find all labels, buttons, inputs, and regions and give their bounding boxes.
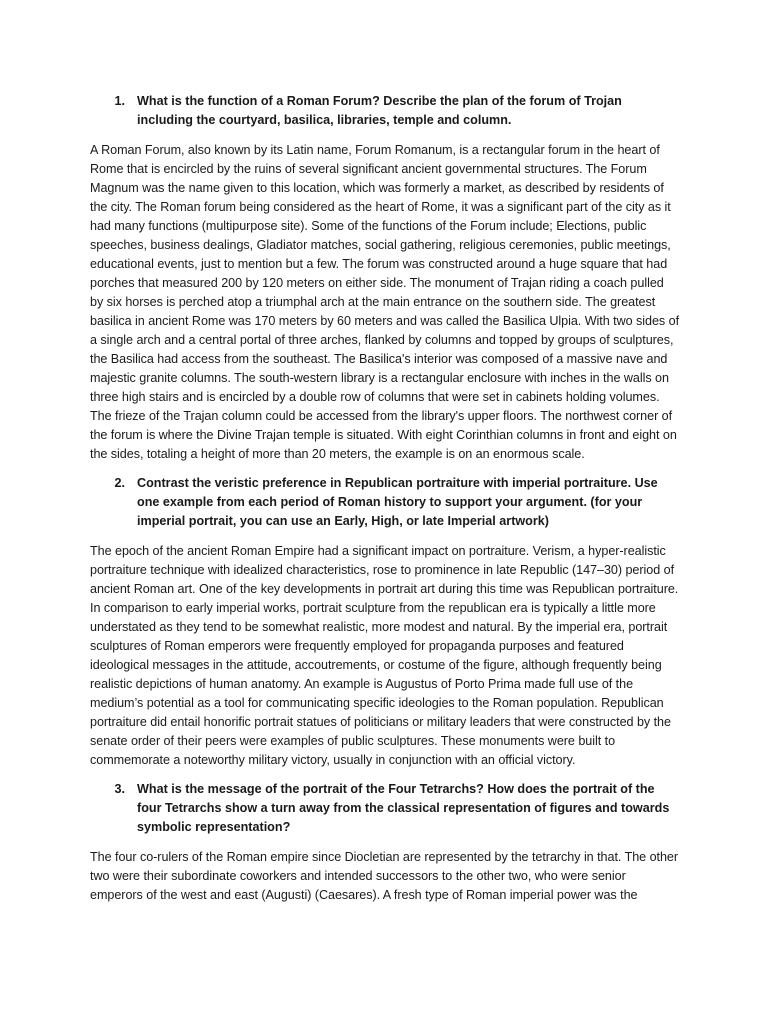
question-text: What is the message of the portrait of the Four Tetrarchs? How does the portrait of the four Tetrarchs show a turn away from the classical representation of figures and towards symbolic representation? bbox=[137, 782, 670, 834]
answer-3: The four co-rulers of the Roman empire since Diocletian are represented by the tetrarchy in that. The other two were their subordinate coworkers and intended successors to the other two, who were senior emperors of the west and east (Augusti) (Caesares). A fresh type of Roman imperial power was the bbox=[90, 850, 679, 902]
answer-2: The epoch of the ancient Roman Empire had a significant impact on portraiture. Verism, a hyper-realistic portraiture technique with idealized characteristics, rose to prominence in late Republic (147–30) period of ancient Roman art. One of the key developments in portrait art during this time was Republican portraiture. In comparison to early imperial works, portrait sculpture from the republican era is typically a little more understated as they tend to be somewhat realistic, more modest and natural. By the imperial era, portrait sculptures of Roman emperors were frequently employed for propaganda purposes and featured ideological messages in the attitude, accoutrements, or costume of the figure, although frequently being realistic depictions of human anatomy. An example is Augustus of Porto Prima made full use of the medium’s potential as a tool for communicating specific ideologies to the Roman population. Republican portraiture did entail honorific portrait statues of politicians or military leaders that were constructed by the senate order of their peers were examples of public sculptures. These monuments were built to commemorate a noteworthy military victory, usually in conjunction with an official victory. bbox=[90, 544, 679, 767]
question-number: 3. bbox=[114, 782, 125, 796]
question-text: Contrast the veristic preference in Republican portraiture with imperial portraiture. Use one example from each period of Roman history to support your argument. (for your imperial portrait, you can use an Early, High, or late Imperial artwork) bbox=[137, 476, 658, 528]
document-body bbox=[90, 92, 680, 915]
question-number: 1. bbox=[114, 94, 125, 108]
question-3 bbox=[90, 780, 680, 837]
question-text: What is the function of a Roman Forum? Describe the plan of the forum of Trojan including the courtyard, basilica, libraries, temple and column. bbox=[137, 94, 622, 127]
answer-1: A Roman Forum, also known by its Latin name, Forum Romanum, is a rectangular forum in the heart of Rome that is encircled by the ruins of several significant ancient governmental structures. The Forum Magnum was the name given to this location, which was formerly a market, as described by residents of the city. The Roman forum being considered as the heart of Rome, it was a significant part of the city as it had many functions (multipurpose site). Some of the functions of the Forum include; Elections, public speeches, business dealings, Gladiator matches, social gathering, religious ceremonies, public meetings, educational events, just to mention but a few. The forum was constructed around a huge square that had porches that measured 200 by 120 meters on either side. The monument of Trajan riding a coach pulled by six horses is perched atop a triumphal arch at the main entrance on the southern side. The greatest basilica in ancient Rome was 170 meters by 60 meters and was called the Basilica Ulpia. With two sides of a single arch and a central portal of three arches, flanked by columns and topped by groups of sculptures, the Basilica had access from the southeast. The Basilica's interior was composed of a massive nave and majestic granite columns. The south-western library is a rectangular enclosure with inches in the walls on three high stairs and is encircled by a double row of columns that were set in cabinets holding volumes. The frieze of the Trajan column could be accessed from the library's upper floors. The northwest corner of the forum is where the Divine Trajan temple is situated. With eight Corinthian columns in front and eight on the sides, totaling a height of more than 20 meters, the example is on an enormous scale. bbox=[90, 143, 680, 461]
question-2 bbox=[90, 474, 680, 531]
question-1 bbox=[90, 92, 680, 130]
question-number: 2. bbox=[114, 476, 125, 490]
